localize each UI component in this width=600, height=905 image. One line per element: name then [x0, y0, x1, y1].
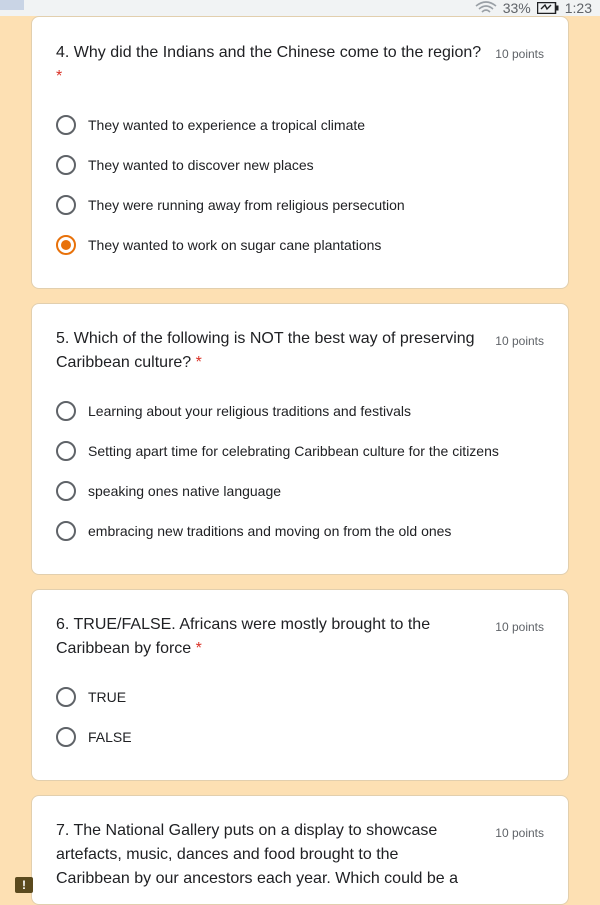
question-title: 6. TRUE/FALSE. Africans were mostly brought to the Caribbean by force * — [56, 616, 431, 657]
option-label: They wanted to discover new places — [88, 157, 314, 173]
option-label: They wanted to experience a tropical climate — [88, 117, 366, 133]
question-card-7 — [31, 795, 569, 905]
radio-option[interactable] — [56, 195, 405, 215]
question-card-4 — [31, 16, 569, 289]
radio-button[interactable] — [56, 401, 76, 421]
radio-button[interactable] — [56, 155, 76, 175]
option-label: Learning about your religious traditions and festivals — [88, 403, 411, 419]
question-points: 10 points — [495, 47, 544, 61]
required-asterisk: * — [56, 68, 63, 85]
radio-button[interactable] — [56, 687, 76, 707]
option-label: embracing new traditions and moving on from the old ones — [88, 523, 452, 539]
radio-button[interactable] — [56, 521, 76, 541]
battery-charging-icon — [537, 2, 559, 14]
required-asterisk: * — [195, 640, 202, 657]
question-card-5 — [31, 303, 569, 575]
radio-button[interactable] — [56, 481, 76, 501]
radio-option[interactable] — [56, 115, 365, 135]
radio-option[interactable] — [56, 687, 126, 707]
question-card-6 — [31, 589, 569, 781]
radio-option[interactable] — [56, 521, 451, 541]
question-points: 10 points — [495, 620, 544, 634]
radio-button[interactable] — [56, 195, 76, 215]
question-title: 5. Which of the following is NOT the best way of preserving Caribbean culture? * — [56, 330, 475, 371]
battery-percent: 33% — [502, 0, 531, 16]
question-points: 10 points — [495, 334, 544, 348]
radio-option[interactable] — [56, 727, 132, 747]
wifi-icon — [475, 1, 497, 15]
app-corner-icon — [0, 0, 24, 10]
radio-button[interactable] — [56, 727, 76, 747]
clock: 1:23 — [564, 0, 592, 16]
radio-button[interactable] — [56, 441, 76, 461]
option-label: Setting apart time for celebrating Caribbean culture for the citizens — [88, 443, 499, 459]
report-feedback-icon[interactable]: ! — [15, 877, 33, 893]
option-label: FALSE — [88, 729, 132, 745]
radio-button[interactable] — [56, 115, 76, 135]
radio-option[interactable] — [56, 155, 314, 175]
status-bar — [0, 0, 600, 16]
question-points: 10 points — [495, 826, 544, 840]
radio-option[interactable] — [56, 481, 281, 501]
radio-button-checked[interactable] — [56, 235, 76, 255]
radio-option[interactable] — [56, 441, 499, 461]
option-label: They were running away from religious persecution — [88, 197, 405, 213]
radio-option[interactable] — [56, 401, 411, 421]
option-label: speaking ones native language — [88, 483, 282, 499]
question-title: 7. The National Gallery puts on a display to showcase artefacts, music, dances and food brought to the Caribbean by our ancestors each year. Which could be a — [56, 822, 459, 887]
option-label: TRUE — [88, 689, 127, 705]
question-title: 4. Why did the Indians and the Chinese come to the region? * — [56, 44, 482, 85]
radio-option-selected[interactable] — [56, 235, 381, 255]
option-label: They wanted to work on sugar cane plantations — [88, 237, 382, 253]
required-asterisk: * — [195, 354, 202, 371]
